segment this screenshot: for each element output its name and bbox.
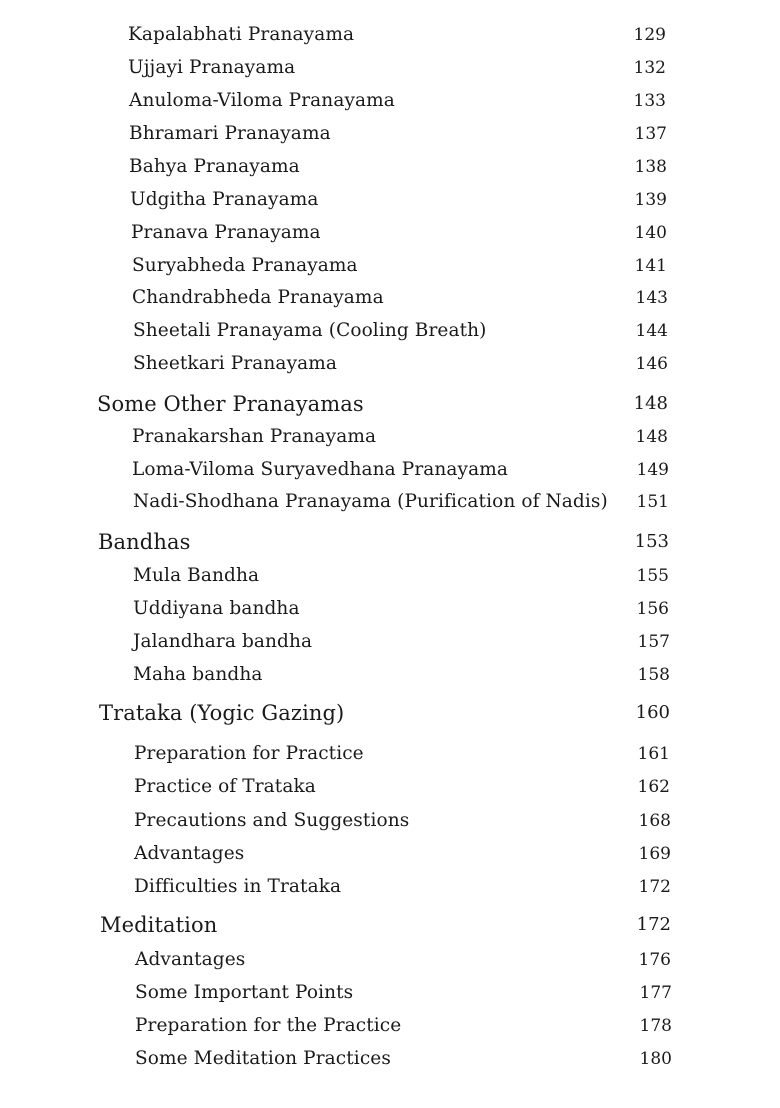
entry-title: Preparation for Practice [134, 743, 364, 764]
toc-entry [133, 594, 669, 624]
entry-page-number: 132 [633, 58, 666, 78]
toc-entry [133, 349, 668, 379]
entry-page-number: 137 [634, 124, 667, 144]
entry-title: Precautions and Suggestions [134, 810, 410, 831]
entry-page-number: 161 [637, 744, 670, 764]
toc-entry [130, 185, 667, 215]
toc-entry [128, 20, 666, 50]
entry-title: Bandhas [98, 530, 191, 554]
entry-page-number: 155 [636, 566, 669, 586]
toc-entry [135, 978, 672, 1008]
entry-title: Advantages [134, 843, 245, 864]
toc-entry [129, 86, 666, 116]
entry-page-number: 153 [634, 531, 669, 552]
toc-entry [133, 316, 668, 346]
entry-title: Ujjayi Pranayama [128, 57, 296, 78]
toc-entry [135, 945, 671, 975]
entry-page-number: 172 [636, 914, 671, 935]
toc-entry [135, 1044, 672, 1074]
entry-title: Practice of Trataka [134, 776, 316, 797]
entry-title: Bahya Pranayama [129, 156, 300, 177]
entry-page-number: 138 [634, 157, 667, 177]
entry-page-number: 156 [636, 599, 669, 619]
toc-section-entry [99, 698, 670, 728]
entry-page-number: 176 [638, 950, 671, 970]
entry-title: Maha bandha [133, 664, 263, 685]
toc-entry [129, 119, 667, 149]
entry-title: Chandrabheda Pranayama [132, 287, 384, 308]
entry-title: Meditation [100, 913, 218, 937]
toc-section-entry [98, 527, 669, 557]
toc-entry [134, 839, 671, 869]
entry-title: Advantages [135, 949, 246, 970]
entry-page-number: 177 [639, 983, 672, 1003]
entry-page-number: 151 [636, 492, 669, 512]
toc-entry [135, 1011, 672, 1041]
entry-title: Loma-Viloma Suryavedhana Pranayama [132, 459, 509, 480]
toc-entry [132, 283, 668, 313]
toc-entry [132, 251, 667, 281]
toc-entry [133, 487, 669, 517]
entry-page-number: 143 [635, 288, 668, 308]
entry-title: Kapalabhati Pranayama [128, 24, 355, 45]
entry-page-number: 149 [636, 460, 669, 480]
entry-page-number: 148 [633, 393, 668, 414]
entry-title: Some Other Pranayamas [97, 392, 364, 416]
entry-page-number: 140 [634, 223, 667, 243]
toc-entry [132, 422, 668, 452]
entry-title: Uddiyana bandha [133, 598, 300, 619]
entry-title: Preparation for the Practice [135, 1015, 402, 1036]
entry-title: Pranakarshan Pranayama [132, 426, 377, 447]
entry-title: Nadi-Shodhana Pranayama (Purification of Nadis) [133, 491, 608, 512]
entry-title: Trataka (Yogic Gazing) [99, 701, 345, 725]
toc-entry [129, 152, 667, 182]
entry-page-number: 178 [639, 1016, 672, 1036]
entry-page-number: 129 [633, 25, 666, 45]
entry-page-number: 158 [637, 665, 670, 685]
entry-title: Mula Bandha [133, 565, 260, 586]
entry-title: Udgitha Pranayama [130, 189, 319, 210]
entry-page-number: 133 [633, 91, 666, 111]
entry-title: Sheetali Pranayama (Cooling Breath) [133, 320, 487, 341]
toc-entry [134, 806, 671, 836]
entry-page-number: 146 [635, 354, 668, 374]
toc-entry [132, 455, 669, 485]
entry-title: Jalandhara bandha [133, 631, 313, 652]
entry-page-number: 168 [638, 811, 671, 831]
entry-page-number: 160 [635, 702, 670, 723]
toc-entry [133, 561, 669, 591]
entry-page-number: 139 [634, 190, 667, 210]
entry-page-number: 180 [639, 1049, 672, 1069]
entry-page-number: 172 [638, 877, 671, 897]
entry-title: Pranava Pranayama [131, 222, 321, 243]
entry-page-number: 144 [635, 321, 668, 341]
toc-entry [134, 872, 671, 902]
toc-entry [133, 660, 670, 690]
entry-title: Anuloma-Viloma Pranayama [129, 90, 395, 111]
entry-title: Some Important Points [135, 982, 354, 1003]
toc-entry [128, 53, 666, 83]
entry-title: Some Meditation Practices [135, 1048, 391, 1069]
entry-page-number: 162 [637, 777, 670, 797]
entry-title: Bhramari Pranayama [129, 123, 331, 144]
toc-entry [133, 627, 670, 657]
entry-page-number: 169 [638, 844, 671, 864]
toc-section-entry [100, 910, 671, 940]
entry-page-number: 148 [635, 427, 668, 447]
entry-title: Difficulties in Trataka [134, 876, 342, 897]
toc-entry [131, 218, 667, 248]
toc-entry [134, 739, 670, 769]
toc-section-entry [97, 389, 668, 419]
entry-page-number: 157 [637, 632, 670, 652]
entry-title: Sheetkari Pranayama [133, 353, 338, 374]
entry-title: Suryabheda Pranayama [132, 255, 358, 276]
toc-entry [134, 772, 670, 802]
entry-page-number: 141 [634, 256, 667, 276]
